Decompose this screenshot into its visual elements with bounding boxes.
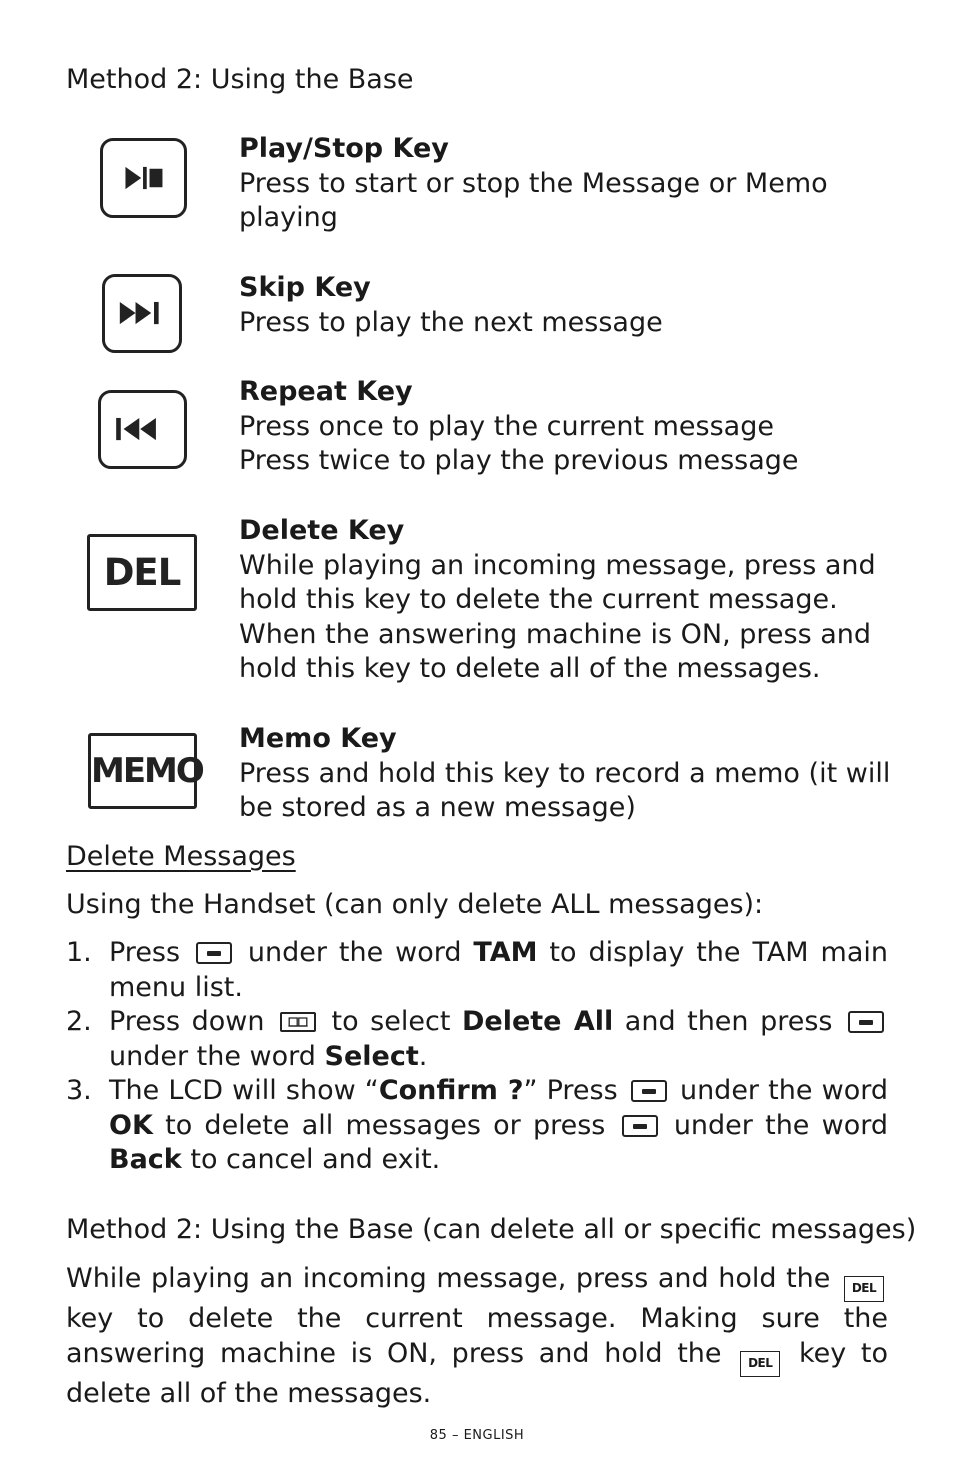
- book-icon: [282, 1014, 314, 1030]
- play-stop-key-icon: [100, 138, 187, 218]
- key-line: When the answering machine is ON, press and: [239, 618, 872, 650]
- paragraph-text: key to delete all of the messages.: [66, 1337, 888, 1409]
- key-line: Press once to play the current message: [239, 410, 774, 442]
- step-number: 1.: [66, 937, 92, 968]
- delete-key-description: [239, 514, 899, 687]
- step-text: to delete all messages or press: [165, 1109, 606, 1141]
- step-text: under the word: [673, 1109, 889, 1141]
- key-line: be stored as a new message): [239, 792, 636, 823]
- play-stop-key-description: [239, 132, 899, 236]
- play-stop-icon: [103, 141, 184, 215]
- step-bold: Confirm ?: [378, 1075, 524, 1106]
- step-text: to cancel and exit.: [190, 1144, 441, 1175]
- soft-key-icon: [631, 1080, 667, 1102]
- key-line: Press and hold this key to record a memo (it will: [239, 757, 891, 789]
- skip-key-description: [239, 271, 899, 340]
- step-text: under the word: [247, 937, 462, 968]
- repeat-key-icon: [98, 390, 187, 469]
- page-heading: Method 2: Using the Base: [66, 64, 414, 95]
- skip-key-icon: [102, 274, 182, 353]
- page-footer: 85 – ENGLISH: [429, 1428, 525, 1443]
- key-title: Memo Key: [239, 723, 397, 754]
- step-text: under the word: [109, 1040, 316, 1072]
- del-key-inline-icon: DEL: [844, 1276, 884, 1302]
- del-key-label: DEL: [103, 551, 181, 594]
- key-line: hold this key to delete all of the messages.: [239, 653, 821, 684]
- step-text: to select: [331, 1006, 451, 1037]
- section-subhead: Using the Handset (can only delete ALL messages):: [66, 889, 764, 920]
- memo-key-description: [239, 722, 899, 826]
- del-key-icon: [87, 534, 197, 611]
- key-line: Press to start or stop the Message or Memo: [239, 167, 828, 199]
- step-text: Press down: [109, 1006, 265, 1037]
- memo-key-icon: [88, 733, 203, 809]
- key-line: playing: [239, 202, 338, 233]
- step-bold: Back: [109, 1144, 182, 1175]
- soft-key-icon: [196, 942, 232, 964]
- step-text: Press: [109, 937, 181, 968]
- steps-list: [66, 936, 888, 1178]
- key-line: While playing an incoming message, press and: [239, 549, 876, 581]
- paragraph-text: key to delete the current message. Making sure the answering machine is ON, press and hold the: [66, 1303, 888, 1369]
- phonebook-key-icon: [280, 1012, 316, 1032]
- step-item: [66, 1005, 888, 1074]
- repeat-key-description: [239, 375, 899, 479]
- step-text: to display the TAM main menu list.: [109, 937, 888, 1003]
- step-bold: OK: [109, 1109, 153, 1141]
- step-item: [66, 1074, 888, 1178]
- key-line: Press to play the next message: [239, 306, 663, 338]
- step-bold: Select: [324, 1040, 419, 1072]
- skip-back-icon: [101, 393, 184, 466]
- key-title: Delete Key: [239, 515, 405, 546]
- del-key-inline-icon: DEL: [740, 1351, 780, 1377]
- key-title: Skip Key: [239, 272, 371, 303]
- step-text: and then press: [624, 1006, 833, 1037]
- soft-key-icon: [848, 1011, 884, 1033]
- step-text: ” Press: [523, 1075, 618, 1106]
- step-bold: Delete All: [461, 1006, 614, 1037]
- memo-key-label: MEMO: [91, 751, 203, 791]
- skip-forward-icon: [105, 277, 179, 350]
- step-bold: TAM: [473, 937, 538, 968]
- method-base-heading: Method 2: Using the Base (can delete all or specific messages): [66, 1214, 917, 1245]
- step-number: 2.: [66, 1006, 92, 1037]
- step-text: under the word: [679, 1075, 888, 1106]
- base-delete-paragraph: [66, 1262, 888, 1411]
- step-text: The LCD will show “: [109, 1075, 379, 1106]
- soft-key-icon: [622, 1115, 658, 1137]
- paragraph-text: While playing an incoming message, press and hold the: [66, 1263, 831, 1294]
- step-item: [66, 936, 888, 1005]
- key-line: Press twice to play the previous message: [239, 445, 799, 476]
- key-title: Repeat Key: [239, 376, 413, 407]
- step-text: .: [418, 1040, 428, 1072]
- section-title: Delete Messages: [66, 841, 296, 872]
- key-line: hold this key to delete the current message.: [239, 584, 838, 615]
- step-number: 3.: [66, 1075, 92, 1106]
- key-title: Play/Stop Key: [239, 133, 449, 164]
